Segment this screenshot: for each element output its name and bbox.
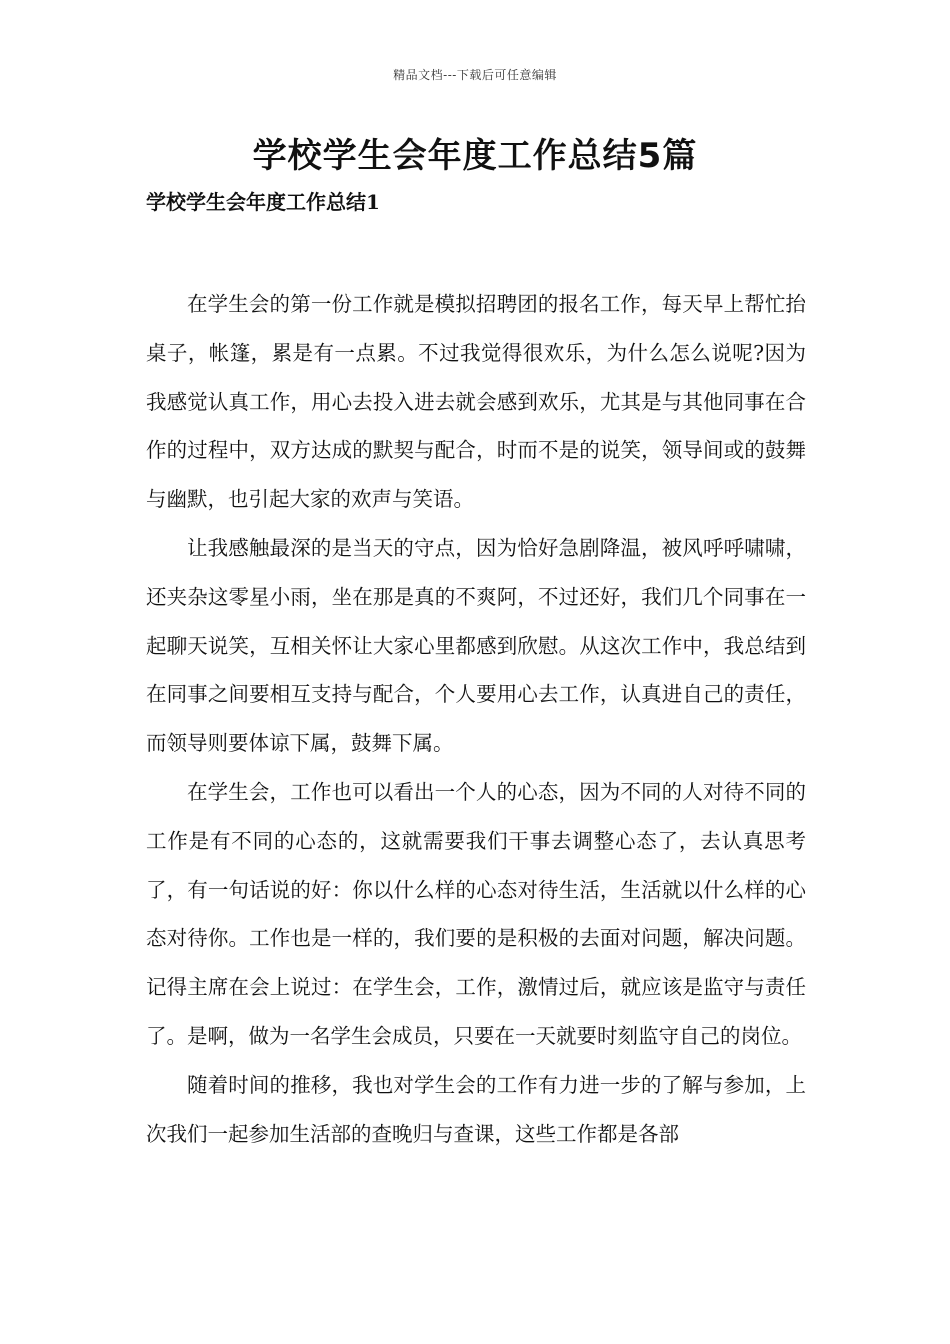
paragraph: 让我感触最深的是当天的守点，因为恰好急剧降温，被风呼呼啸啸，还夹杂这零星小雨，坐在那是真的不爽阿，不过还好，我们几个同事在一起聊天说笑，互相关怀让大家心里都感到欣慰。从这次工作中，我总结到在同事之间要相互支持与配合，个人要用心去工作，认真进自己的责任，而领导则要体谅下属，鼓舞下属。 [146,535,806,756]
header-note: 精品文档---下载后可任意编辑 [393,68,557,82]
paragraph: 在学生会的第一份工作就是模拟招聘团的报名工作，每天早上帮忙抬桌子，帐篷，累是有一点累。不过我觉得很欢乐，为什么怎么说呢?因为我感觉认真工作，用心去投入进去就会感到欢乐，尤其是与其他同事在合作的过程中，双方达成的默契与配合，时而不是的说笑，领导间或的鼓舞与幽默，也引起大家的欢声与笑语。 [146,292,806,512]
paragraph: 随着时间的推移，我也对学生会的工作有力进一步的了解与参加，上次我们一起参加生活部的查晚归与查课，这些工作都是各部 [146,1072,806,1146]
paragraph: 在学生会，工作也可以看出一个人的心态，因为不同的人对待不同的工作是有不同的心态的，这就需要我们干事去调整心态了，去认真思考了，有一句话说的好：你以什么样的心态对待生活，生活就以什么样的心态对待你。工作也是一样的，我们要的是积极的去面对问题，解决问题。记得主席在会上说过：在学生会，工作，激情过后，就应该是监守与责任了。是啊，做为一名学生会成员，只要在一天就要时刻监守自己的岗位。 [146,779,806,1048]
document-body [146,280,806,1158]
section-heading: 学校学生会年度工作总结1 [146,190,380,214]
document-title: 学校学生会年度工作总结5篇 [252,136,698,176]
